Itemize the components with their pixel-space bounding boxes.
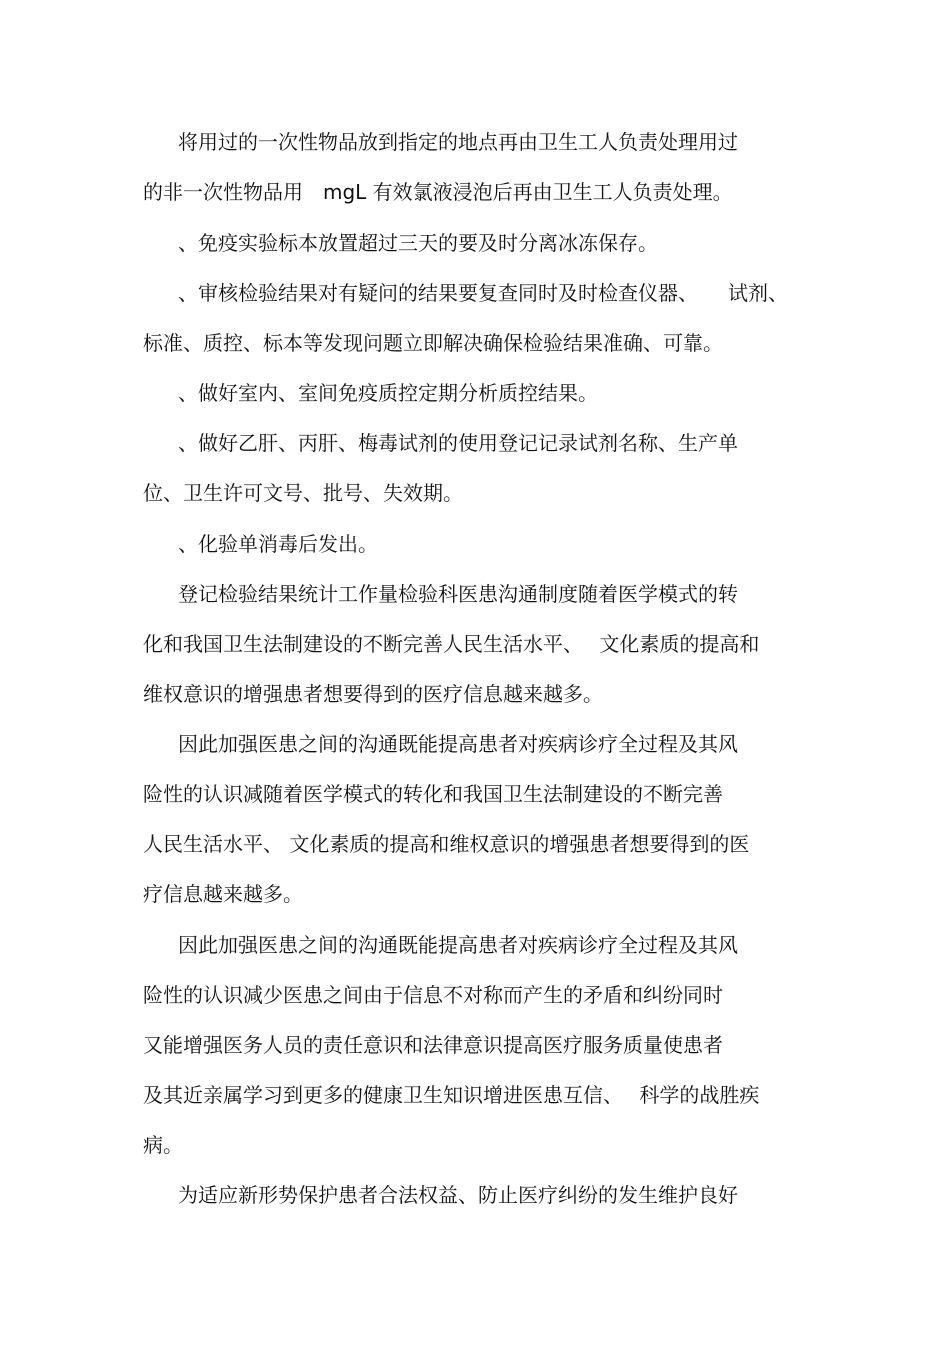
text-line: 、做好室内、室间免疫质控定期分析质控结果。 <box>178 381 598 405</box>
text-line: 、化验单消毒后发出。 <box>178 532 378 556</box>
text-line: 为适应新形势保护患者合法权益、防止医疗纠纷的发生维护良好 <box>178 1183 738 1207</box>
text-line: 险性的认识减少医患之间由于信息不对称而产生的矛盾和纠纷同时 <box>143 983 723 1007</box>
text-line: 位、卫生许可文号、批号、失效期。 <box>143 481 463 505</box>
text-line: 疗信息越来越多。 <box>143 882 303 906</box>
text-line: 险性的认识减随着医学模式的转化和我国卫生法制建设的不断完善 <box>143 782 723 806</box>
text-line: 人民生活水平、 文化素质的提高和维权意识的增强患者想要得到的医 <box>143 832 750 856</box>
text-line: 、免疫实验标本放置超过三天的要及时分离冰冻保存。 <box>178 231 658 255</box>
text-line: 又能增强医务人员的责任意识和法律意识提高医疗服务质量使患者 <box>143 1033 723 1057</box>
text-line: 登记检验结果统计工作量检验科医患沟通制度随着医学模式的转 <box>178 582 738 606</box>
text-line: 的非一次性物品用 mgL 有效氯液浸泡后再由卫生工人负责处理。 <box>143 180 733 204</box>
text-line: 、审核检验结果对有疑问的结果要复查同时及时检查仪器、 试剂、 <box>178 281 788 305</box>
text-line: 化和我国卫生法制建设的不断完善人民生活水平、 文化素质的提高和 <box>143 632 760 656</box>
text-line: 因此加强医患之间的沟通既能提高患者对疾病诊疗全过程及其风 <box>178 732 738 756</box>
text-line: 病。 <box>143 1133 183 1157</box>
text-line: 、做好乙肝、丙肝、梅毒试剂的使用登记记录试剂名称、生产单 <box>178 431 738 455</box>
text-line: 将用过的一次性物品放到指定的地点再由卫生工人负责处理用过 <box>178 130 738 154</box>
text-line: 维权意识的增强患者想要得到的医疗信息越来越多。 <box>143 682 603 706</box>
text-line: 因此加强医患之间的沟通既能提高患者对疾病诊疗全过程及其风 <box>178 933 738 957</box>
text-line: 标准、质控、标本等发现问题立即解决确保检验结果准确、可靠。 <box>143 331 723 355</box>
text-line: 及其近亲属学习到更多的健康卫生知识增进医患互信、 科学的战胜疾 <box>143 1083 760 1107</box>
